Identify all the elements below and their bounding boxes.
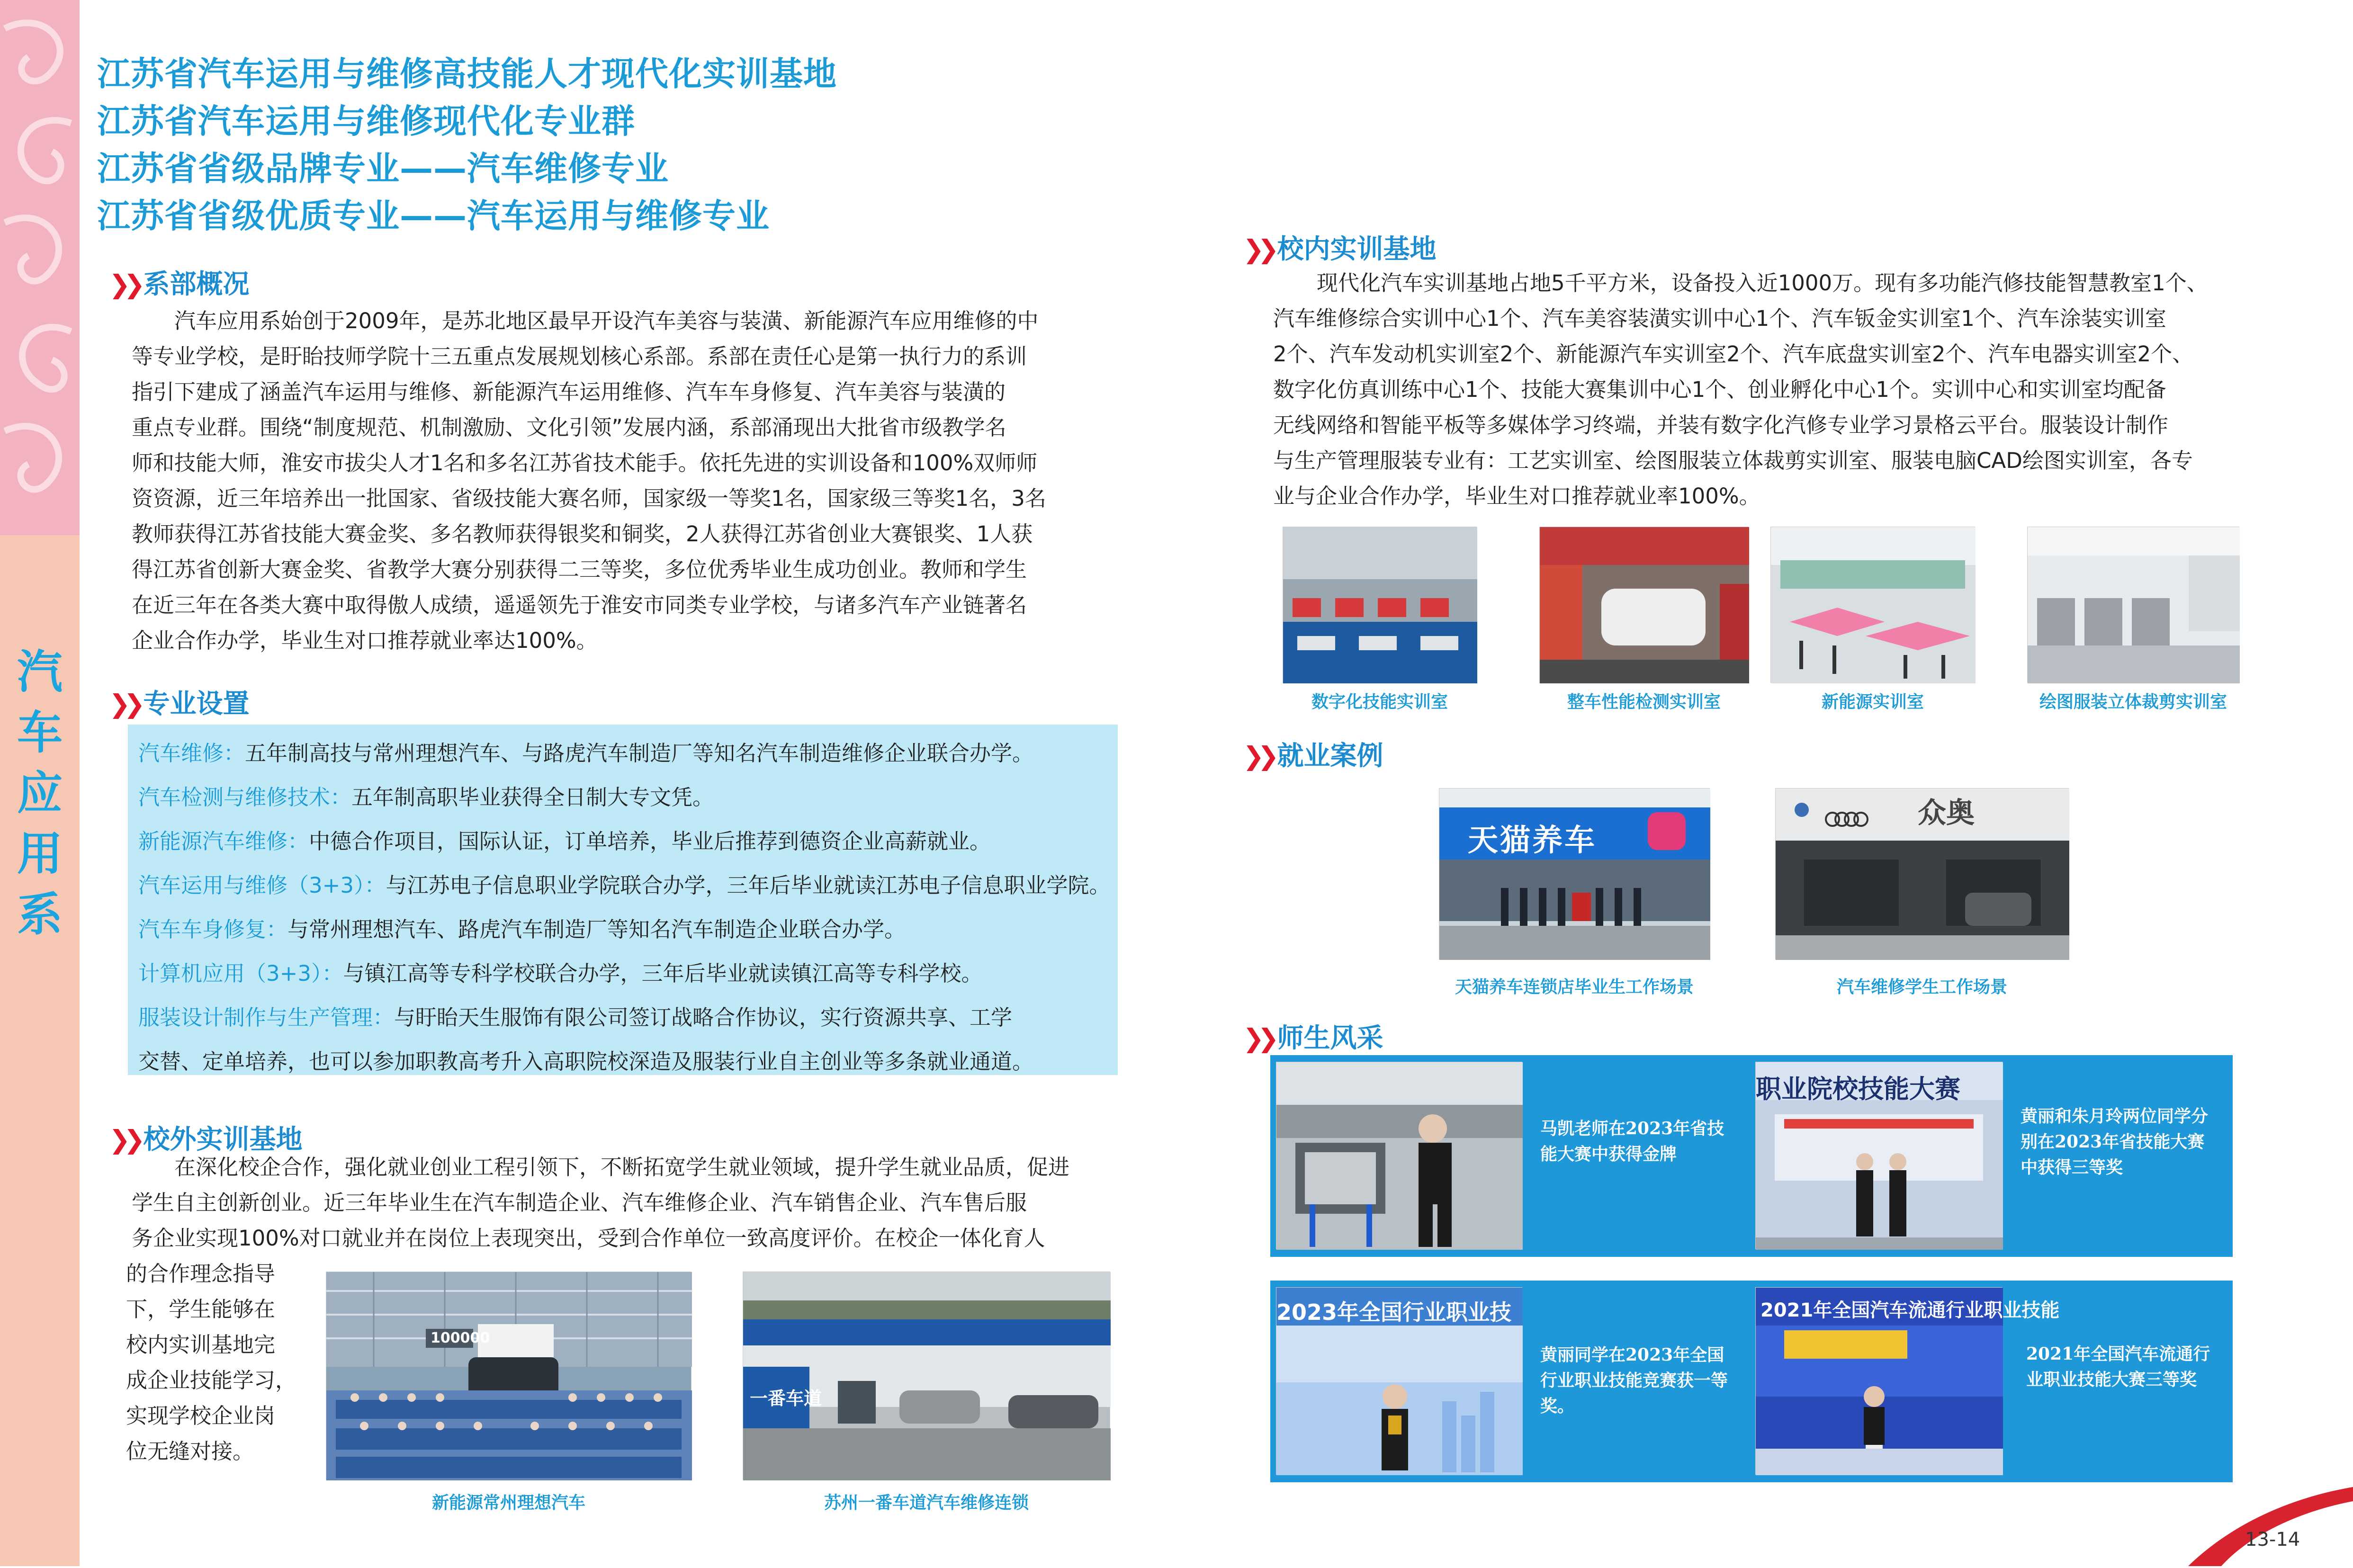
text-line: 校内实训基地完 (126, 1332, 276, 1357)
photo-sign-text: 众奥 (1918, 797, 1975, 830)
photo-sign-text: 天猫养车 (1468, 823, 1597, 858)
external-paragraph (132, 1149, 1122, 1256)
major-item (138, 731, 1107, 775)
major-desc: 五年制高职毕业获得全日制大专文凭。 (351, 785, 714, 810)
photo-caption: 整车性能检测实训室 (1567, 692, 1721, 712)
panel-text: 2021年全国汽车流通行业职业技能大赛三等奖 (2026, 1344, 2210, 1389)
sidebar-char: 用 (17, 827, 63, 880)
text-line: 数字化仿真训练中心1个、技能大赛集训中心1个、创业孵化中心1个。实训中心和实训室均配备 (1273, 377, 2166, 402)
text-line: 学生自主创新创业。近三年毕业生在汽车制造企业、汽车维修企业、汽车销售企业、汽车售后服 (132, 1190, 1027, 1215)
majors-heading-text: 专业设置 (143, 689, 250, 719)
photo-garment-lab (2027, 527, 2239, 683)
photo-zhongao-shop (1775, 788, 2069, 959)
photo-teacher-gold (1276, 1062, 1522, 1249)
majors-box (128, 725, 1118, 1075)
text-line: 师和技能大师，淮安市拔尖人才1名和多名江苏省技术能手。依托先进的实训设备和100%双师师 (132, 450, 1038, 475)
photo-new-energy-lab (1770, 527, 1975, 683)
text-line: 在深化校企合作，强化就业创业工程引领下，不断拓宽学生就业领域，提升学生就业品质，促进 (174, 1155, 1070, 1180)
photo-students-third-prize (1755, 1062, 2003, 1249)
title-line-4: 江苏省省级优质专业——汽车运用与维修专业 (97, 197, 770, 235)
major-continuation: 交替、定单培养，也可以参加职教高考升入高职院校深造及服装行业自主创业等多条就业通道。 (138, 1049, 1034, 1074)
photo-student-first-prize (1276, 1287, 1522, 1475)
photo-banner-text: 2021年全国汽车流通行业职业技能 (1760, 1299, 2060, 1321)
photo-caption: 绘图服装立体裁剪实训室 (2039, 692, 2227, 712)
photo-digital-lab (1283, 527, 1477, 683)
chevron-right-icon: ❯❯ (1243, 234, 1273, 264)
title-line-2: 江苏省汽车运用与维修现代化专业群 (97, 102, 635, 141)
page-number: 13-14 (2245, 1529, 2300, 1550)
style-panel-3 (1270, 1281, 1756, 1482)
photo-banner-text: 职业院校技能大赛 (1756, 1074, 1960, 1104)
sidebar-char: 车 (17, 706, 63, 759)
text-line: 务企业实现100%对口就业并在岗位上表现突出，受到合作单位一致高度评价。在校企一体化育人 (132, 1226, 1045, 1251)
style-panel-4 (1751, 1281, 2233, 1482)
external-short-paragraph (126, 1256, 315, 1469)
panel-text: 黄丽和朱月玲两位同学分别在2023年省技能大赛中获得三等奖 (2021, 1106, 2209, 1177)
major-name: 汽车维修： (138, 741, 245, 766)
major-desc: 与镇江高等专科学校联合办学，三年后毕业就读镇江高等专科学校。 (343, 961, 983, 986)
text-line: 与生产管理服装专业有：工艺实训室、绘图服装立体裁剪实训室、服装电脑CAD绘图实训室，各专 (1273, 448, 2193, 473)
major-desc: 与常州理想汽车、路虎汽车制造厂等知名汽车制造企业联合办学。 (287, 917, 906, 942)
internal-heading (1243, 228, 1437, 266)
major-item (138, 819, 1107, 863)
title-line-3: 江苏省省级品牌专业——汽车维修专业 (97, 149, 669, 188)
major-item (138, 995, 1107, 1039)
photo-banner-text: 2023年全国行业职业技 (1276, 1299, 1512, 1325)
text-line: 等专业学校，是盱眙技师学院十三五重点发展规划核心系部。系部在责任心是第一执行力的系训 (132, 344, 1027, 369)
panel-text: 黄丽同学在2023年全国行业职业技能竞赛获一等奖。 (1540, 1345, 1728, 1416)
chevron-right-icon: ❯❯ (109, 1125, 139, 1155)
photo-2021-competition (1755, 1287, 2060, 1475)
photo-vehicle-test-lab (1539, 527, 1749, 683)
employment-heading (1243, 735, 1383, 773)
chevron-right-icon: ❯❯ (109, 689, 139, 719)
major-desc: 与盱眙天生服饰有限公司签订战略合作协议，实行资源共享、工学 (394, 1005, 1013, 1030)
style-panel-1 (1270, 1055, 1756, 1257)
photo-tmall-car-shop (1439, 788, 1710, 959)
chevron-right-icon: ❯❯ (109, 269, 139, 299)
style-heading (1243, 1017, 1383, 1055)
text-line: 实现学校企业岗 (126, 1403, 276, 1428)
text-line: 2个、汽车发动机实训室2个、新能源汽车实训室2个、汽车底盘实训室2个、汽车电器实训室2个、 (1273, 341, 2194, 367)
text-line: 资资源，近三年培养出一批国家、省级技能大赛名师，国家级一等奖1名，国家级三等奖1名，3名 (132, 486, 1046, 511)
text-line: 在近三年在各类大赛中取得傲人成绩，遥遥领先于淮安市同类专业学校，与诸多汽车产业链著名 (132, 592, 1027, 618)
text-line: 汽车维修综合实训中心1个、汽车美容装潢实训中心1个、汽车钣金实训室1个、汽车涂装实训室 (1273, 306, 2166, 331)
style-panel-2 (1751, 1055, 2233, 1257)
major-name: 汽车检测与维修技术： (138, 785, 352, 810)
photo-sign-text: 100000 (431, 1330, 490, 1346)
internal-paragraph (1273, 265, 2258, 514)
external-heading-text: 校外实训基地 (143, 1124, 303, 1155)
overview-heading (109, 263, 250, 301)
internal-heading-text: 校内实训基地 (1277, 234, 1437, 265)
major-desc: 五年制高技与常州理想汽车、与路虎汽车制造厂等知名汽车制造维修企业联合办学。 (245, 741, 1034, 766)
photo-caption: 数字化技能实训室 (1311, 692, 1448, 712)
photo-caption: 新能源常州理想汽车 (431, 1493, 585, 1513)
photo-caption: 天猫养车连锁店毕业生工作场景 (1455, 977, 1694, 997)
overview-heading-text: 系部概况 (143, 269, 250, 300)
major-name: 计算机应用（3+3）： (138, 961, 343, 986)
text-line: 成企业技能学习， (126, 1368, 297, 1393)
text-line: 企业合作办学，毕业生对口推荐就业率达100%。 (132, 628, 598, 653)
photo-yifanchedao-shop (743, 1272, 1110, 1480)
major-item (138, 775, 1107, 819)
text-line: 的合作理念指导 (126, 1261, 276, 1286)
sidebar-ornament (0, 0, 80, 535)
major-item (138, 863, 1111, 907)
text-line: 无线网络和智能平板等多媒体学习终端，并装有数字化汽修专业学习景格云平台。服装设计制作 (1273, 412, 2169, 438)
major-desc: 与江苏电子信息职业学院联合办学，三年后毕业就读江苏电子信息职业学院。 (386, 873, 1111, 898)
sidebar-vertical-title (0, 642, 80, 945)
swoosh-decoration (2179, 1482, 2353, 1566)
major-item (138, 951, 1107, 995)
sidebar-char: 应 (17, 767, 63, 820)
text-line: 重点专业群。围绕“制度规范、机制激励、文化引领”发展内涵，系部涌现出大批省市级教学名 (132, 415, 1006, 440)
text-line: 指引下建成了涵盖汽车运用与维修、新能源汽车运用维修、汽车车身修复、汽车美容与装潢的 (132, 379, 1006, 404)
major-name: 汽车车身修复： (138, 917, 288, 942)
photo-sign-text: 一番车道 (750, 1388, 822, 1409)
text-line: 教师获得江苏省技能大赛金奖、多名教师获得银奖和铜奖，2人获得江苏省创业大赛银奖、1人获 (132, 521, 1033, 547)
text-line: 汽车应用系始创于2009年，是苏北地区最早开设汽车美容与装潢、新能源汽车应用维修的中 (174, 308, 1039, 333)
major-name: 新能源汽车维修： (138, 829, 309, 854)
employment-heading-text: 就业案例 (1277, 741, 1383, 771)
panel-text: 马凯老师在2023年省技能大赛中获得金牌 (1540, 1119, 1724, 1164)
photo-lixiang-factory (326, 1272, 692, 1480)
major-name: 服装设计制作与生产管理： (138, 1005, 395, 1030)
sidebar-char: 系 (17, 888, 63, 941)
photo-caption: 苏州一番车道汽车维修连锁 (824, 1493, 1029, 1513)
chevron-right-icon: ❯❯ (1243, 1023, 1273, 1053)
text-line: 现代化汽车实训基地占地5千平方米，设备投入近1000万。现有多功能汽修技能智慧教室1个、 (1317, 270, 2208, 296)
sidebar-char: 汽 (17, 645, 63, 699)
text-line: 得江苏省创新大赛金奖、省教学大赛分别获得二三等奖，多位优秀毕业生成功创业。教师和学生 (132, 557, 1027, 582)
style-heading-text: 师生风采 (1277, 1023, 1383, 1054)
title-line-1: 江苏省汽车运用与维修高技能人才现代化实训基地 (97, 54, 837, 93)
text-line: 下，学生能够在 (126, 1297, 276, 1322)
overview-paragraph (132, 303, 1122, 658)
photo-caption: 新能源实训室 (1821, 692, 1924, 712)
major-name: 汽车运用与维修（3+3）： (138, 873, 386, 898)
text-line: 业与企业合作办学，毕业生对口推荐就业率100%。 (1273, 484, 1760, 509)
major-item (138, 907, 1107, 951)
chevron-right-icon: ❯❯ (1243, 741, 1273, 771)
photo-caption: 汽车维修学生工作场景 (1836, 977, 2007, 997)
majors-heading (109, 683, 250, 721)
text-line: 位无缝对接。 (126, 1439, 254, 1464)
major-desc: 中德合作项目，国际认证，订单培养，毕业后推荐到德资企业高薪就业。 (309, 829, 991, 854)
